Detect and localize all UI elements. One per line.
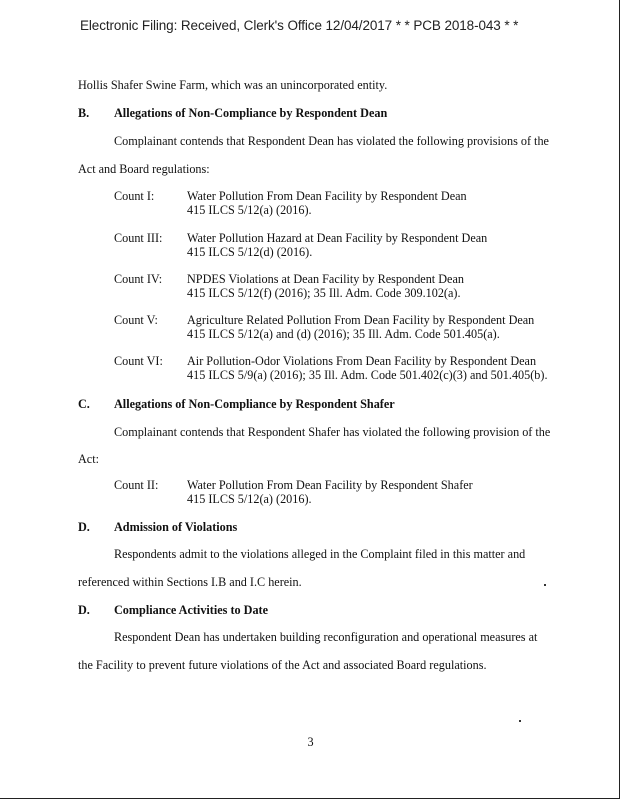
section-letter: D. [78, 520, 90, 534]
section-heading: Admission of Violations [114, 520, 238, 534]
count-text: Water Pollution From Dean Facility by Respondent Dean 415 ILCS 5/12(a) (2016). [187, 189, 467, 217]
section-heading: Allegations of Non-Compliance by Respondent Dean [114, 106, 388, 120]
count-label: Count VI: [114, 354, 163, 368]
count-text: Water Pollution Hazard at Dean Facility by Respondent Dean 415 ILCS 5/12(d) (2016). [187, 231, 488, 259]
section-letter: C. [78, 397, 90, 411]
body-line: Respondent Dean has undertaken building reconfiguration and operational measures at [114, 630, 538, 644]
body-line: referenced within Sections I.B and I.C herein. [78, 575, 302, 589]
section-heading: Allegations of Non-Compliance by Respondent Shafer [114, 397, 395, 411]
body-line: Hollis Shafer Swine Farm, which was an unincorporated entity. [78, 78, 388, 92]
filing-stamp: Electronic Filing: Received, Clerk's Office 12/04/2017 * * PCB 2018-043 * * [80, 18, 519, 33]
scan-speck [544, 584, 546, 586]
bottom-rule [0, 798, 345, 799]
count-label: Count I: [114, 189, 155, 203]
section-letter: B. [78, 106, 90, 120]
scan-speck [519, 720, 521, 722]
count-text: Air Pollution-Odor Violations From Dean Facility by Respondent Dean 415 ILCS 5/9(a) (2016); 35 Ill. Adm. Code 501.402(c)(3) and 501.405(b). [187, 354, 548, 382]
body-line: Respondents admit to the violations alleged in the Complaint filed in this matter and [114, 547, 526, 561]
count-label: Count III: [114, 231, 163, 245]
count-text: Agriculture Related Pollution From Dean Facility by Respondent Dean 415 ILCS 5/12(a) and (d) (2016); 35 Ill. Adm. Code 501.405(a). [187, 313, 535, 341]
body-line: Act and Board regulations: [78, 162, 210, 176]
body-line: Complainant contends that Respondent Shafer has violated the following provision of the [114, 425, 551, 439]
section-letter: D. [78, 603, 90, 617]
page-number: 3 [307, 735, 314, 749]
section-heading: Compliance Activities to Date [114, 603, 269, 617]
count-label: Count IV: [114, 272, 163, 286]
body-line: Act: [78, 452, 99, 466]
body-line: Complainant contends that Respondent Dean has violated the following provisions of the [114, 134, 549, 148]
count-text: NPDES Violations at Dean Facility by Respondent Dean 415 ILCS 5/12(f) (2016); 35 Ill. Adm. Code 309.102(a). [187, 272, 464, 300]
count-label: Count II: [114, 478, 159, 492]
count-text: Water Pollution From Dean Facility by Respondent Shafer 415 ILCS 5/12(a) (2016). [187, 478, 473, 506]
body-line: the Facility to prevent future violations of the Act and associated Board regulations. [78, 658, 487, 672]
count-label: Count V: [114, 313, 158, 327]
